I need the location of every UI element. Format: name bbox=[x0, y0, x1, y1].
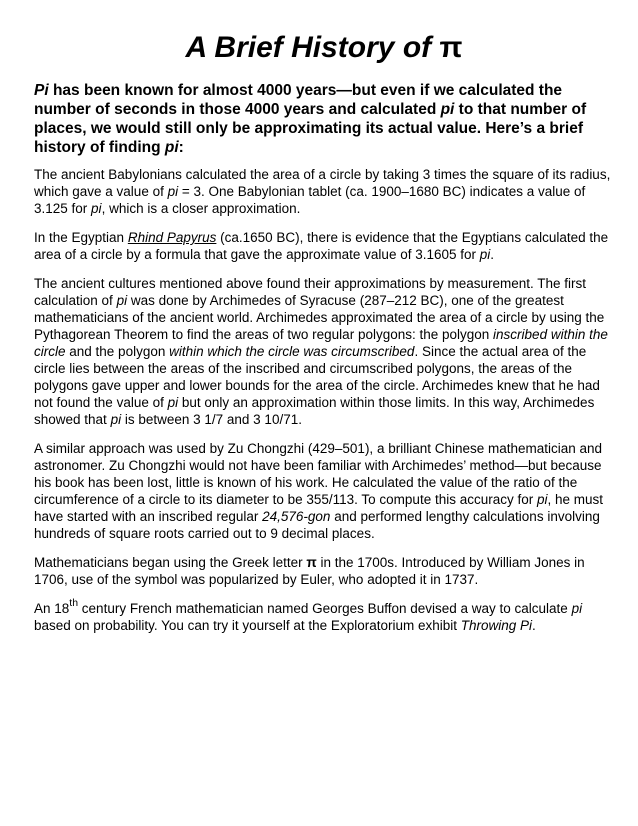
p4-text-3: and performed lengthy calculations involving hundreds of square roots carried out to 9 decimal places. bbox=[34, 509, 600, 541]
p4-text-1: A similar approach was used by Zu Chongzhi (429–501), a brilliant Chinese mathematician and astronomer. Zu Chongzhi would not have been familiar with Archimedes’ method—but because his book has been lost, little is known of his work. He calculated the value of the ratio of the circumference of a circle to its diameter to be 355/113. To compute this accuracy for bbox=[34, 441, 603, 507]
p3-text-4: . Since the actual area of the circle lies between the areas of the inscribed and circumscribed polygons, the areas of the polygons gave upper and lower bounds for the area of the circle. Archimedes knew that he had not found the value of bbox=[34, 344, 600, 410]
intro-paragraph bbox=[34, 81, 614, 157]
intro-pi-3: pi bbox=[164, 139, 179, 156]
p3-emphasis-1: inscribed within the circle bbox=[34, 327, 608, 359]
p5-text-1: Mathematicians began using the Greek letter bbox=[34, 555, 307, 570]
greek-letter-paragraph bbox=[34, 554, 614, 588]
intro-text-1: has been known for almost 4000 years—but even if we calculated the number of seconds in those 4000 years and calculated bbox=[34, 82, 563, 118]
p5-text-2: in the 1700s. Introduced by William Jones in 1706, use of the symbol was popularized by Euler, who adopted it in 1737. bbox=[34, 555, 585, 587]
buffon-paragraph bbox=[34, 597, 614, 634]
p3-pi-1: pi bbox=[116, 293, 128, 308]
babylonian-paragraph bbox=[34, 166, 614, 217]
p3-text-6: is between 3 1/7 and 3 10/71. bbox=[121, 412, 302, 427]
intro-text-3: : bbox=[178, 139, 184, 156]
egyptian-paragraph bbox=[34, 229, 614, 263]
title-text: A Brief History of bbox=[185, 31, 432, 64]
p6-text-2: century French mathematician named Georges Buffon devised a way to calculate bbox=[78, 601, 572, 616]
page-title bbox=[34, 30, 614, 66]
zu-chongzhi-paragraph bbox=[34, 440, 614, 542]
document-page bbox=[34, 30, 614, 634]
p6-superscript: th bbox=[69, 597, 79, 609]
intro-text-2: to that number of places, we would still only be approximating its actual value. Here’s a brief history of finding bbox=[34, 101, 587, 156]
p6-text-3: based on probability. You can try it yourself at the Exploratorium exhibit bbox=[34, 618, 461, 633]
rhind-papyrus-link[interactable]: Rhind Papyrus bbox=[127, 230, 217, 245]
p3-text-3: and the polygon bbox=[65, 344, 170, 359]
p3-pi-2: pi bbox=[167, 395, 179, 410]
p1-text-1: The ancient Babylonians calculated the area of a circle by taking 3 times the square of its radius, which gave a value of bbox=[34, 167, 611, 199]
p3-pi-3: pi bbox=[110, 412, 122, 427]
archimedes-paragraph bbox=[34, 275, 614, 428]
p1-text-2: = 3. One Babylonian tablet (ca. 1900–1680 BC) indicates a value of 3.125 for bbox=[34, 184, 586, 216]
p6-text-1: An 18 bbox=[34, 601, 70, 616]
p1-text-3: , which is a closer approximation. bbox=[101, 201, 301, 216]
throwing-pi-exhibit: Throwing Pi bbox=[460, 618, 533, 633]
p2-text-3: . bbox=[490, 247, 495, 262]
p1-pi-2: pi bbox=[91, 201, 102, 216]
p2-pi-1: pi bbox=[479, 247, 491, 262]
p5-pi-symbol: π bbox=[306, 555, 317, 570]
p3-text-1: The ancient cultures mentioned above found their approximations by measurement. The first calculation of bbox=[34, 276, 587, 308]
p3-text-2: was done by Archimedes of Syracuse (287–212 BC), one of the greatest mathematicians of the ancient world. Archimedes approximated the area of a circle by using the Pythagorean Theorem to find the areas of two regular polygons: the polygon bbox=[34, 293, 605, 342]
pi-symbol: π bbox=[439, 31, 463, 64]
p3-emphasis-2: within which the circle was circumscribed bbox=[169, 344, 415, 359]
p1-pi-1: pi bbox=[167, 184, 179, 199]
p3-text-5: but only an approximation within those limits. In this way, Archimedes showed that bbox=[34, 395, 595, 427]
p4-pi-1: pi bbox=[537, 492, 548, 507]
p6-pi-1: pi bbox=[571, 601, 583, 616]
intro-pi-1: Pi bbox=[34, 82, 49, 99]
p6-text-4: . bbox=[532, 618, 536, 633]
p2-text-2: (ca.1650 BC), there is evidence that the Egyptians calculated the area of a circle by a formula that gave the approximate value of 3.1605 for bbox=[34, 230, 609, 262]
p4-text-2: , he must have started with an inscribed regular bbox=[34, 492, 604, 524]
intro-pi-2: pi bbox=[440, 101, 455, 118]
p2-text-1: In the Egyptian bbox=[34, 230, 128, 245]
p4-emphasis-1: 24,576-gon bbox=[262, 509, 331, 524]
